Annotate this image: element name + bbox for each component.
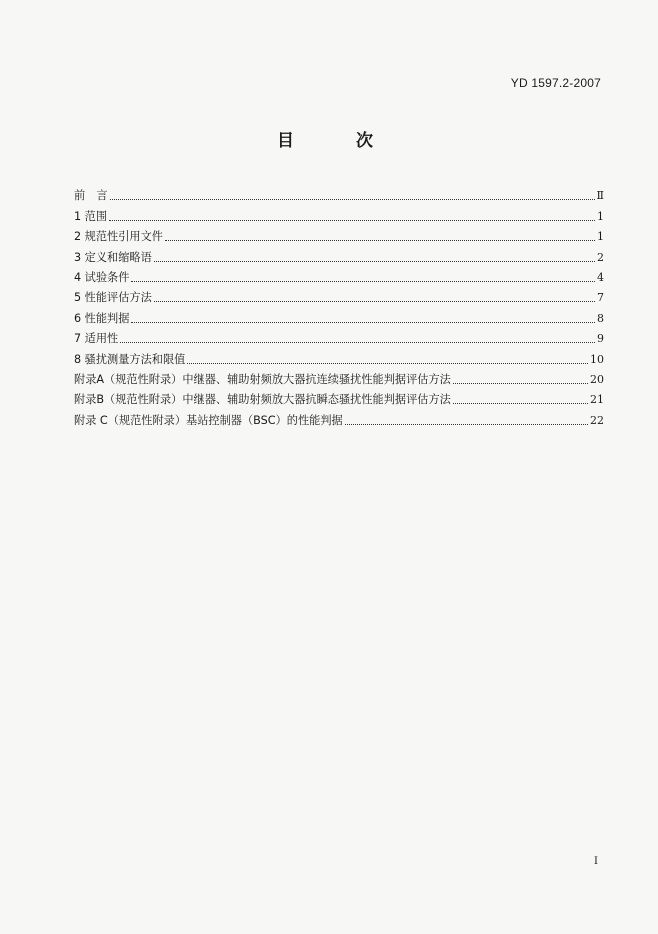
toc-entry-page: 1 (597, 230, 604, 244)
toc-entry-label: 4 试验条件 (74, 270, 130, 284)
toc-entry-page: 9 (597, 332, 604, 346)
toc-entry-emission-limits[interactable] (74, 346, 604, 366)
toc-entry-normative-references[interactable] (74, 224, 604, 244)
toc-entry-page: 4 (597, 270, 604, 284)
toc-entry-scope[interactable] (74, 203, 604, 223)
toc-entry-page: 21 (590, 393, 604, 407)
toc-leader-dots (345, 424, 588, 425)
toc-leader-dots (154, 261, 595, 262)
toc-entry-page: 2 (597, 250, 604, 264)
toc-entry-label: 8 骚扰测量方法和限值 (74, 352, 186, 366)
toc-entry-label: 附录 C（规范性附录）基站控制器（BSC）的性能判据 (74, 413, 343, 427)
toc-entry-label: 1 范围 (74, 209, 108, 223)
toc-leader-dots (453, 403, 588, 404)
toc-entry-page: 22 (590, 413, 604, 427)
toc-entry-foreword[interactable] (74, 183, 604, 203)
toc-entry-performance-criteria[interactable] (74, 305, 604, 325)
toc-entry-annex-c[interactable] (74, 407, 604, 427)
toc-entry-applicability[interactable] (74, 326, 604, 346)
toc-entry-page: Ⅱ (596, 189, 604, 203)
toc-leader-dots (453, 383, 588, 384)
toc-entry-page: 1 (597, 209, 604, 223)
toc-entry-label: 2 规范性引用文件 (74, 230, 163, 244)
toc-entry-label: 附录A（规范性附录）中继器、辅助射频放大器抗连续骚扰性能判据评估方法 (74, 372, 451, 386)
toc-entry-page: 10 (590, 352, 604, 366)
toc-leader-dots (110, 199, 595, 200)
toc-entry-label: 7 适用性 (74, 332, 119, 346)
toc-leader-dots (165, 240, 595, 241)
toc-leader-dots (120, 342, 595, 343)
page-number: I (594, 856, 598, 867)
standard-code: YD 1597.2-2007 (510, 76, 601, 90)
toc-entry-label: 前 言 (74, 189, 108, 203)
toc-leader-dots (109, 220, 595, 221)
toc-entry-label: 5 性能评估方法 (74, 291, 152, 305)
toc-entry-definitions[interactable] (74, 244, 604, 264)
toc-leader-dots (187, 363, 588, 364)
toc-entry-performance-evaluation[interactable] (74, 285, 604, 305)
toc-leader-dots (154, 301, 595, 302)
toc-entry-page: 7 (597, 291, 604, 305)
toc-entry-label: 6 性能判据 (74, 311, 130, 325)
toc-leader-dots (131, 322, 595, 323)
toc-entry-label: 附录B（规范性附录）中继器、辅助射频放大器抗瞬态骚扰性能判据评估方法 (74, 393, 451, 407)
toc-title: 目 次 (277, 131, 401, 151)
toc-leader-dots (131, 281, 595, 282)
toc-entry-label: 3 定义和缩略语 (74, 250, 152, 264)
toc-entry-test-conditions[interactable] (74, 265, 604, 285)
toc-entry-page: 8 (597, 311, 604, 325)
toc-entry-annex-a[interactable] (74, 367, 604, 387)
toc-entry-page: 20 (590, 372, 604, 386)
table-of-contents (74, 183, 604, 428)
toc-entry-annex-b[interactable] (74, 387, 604, 407)
